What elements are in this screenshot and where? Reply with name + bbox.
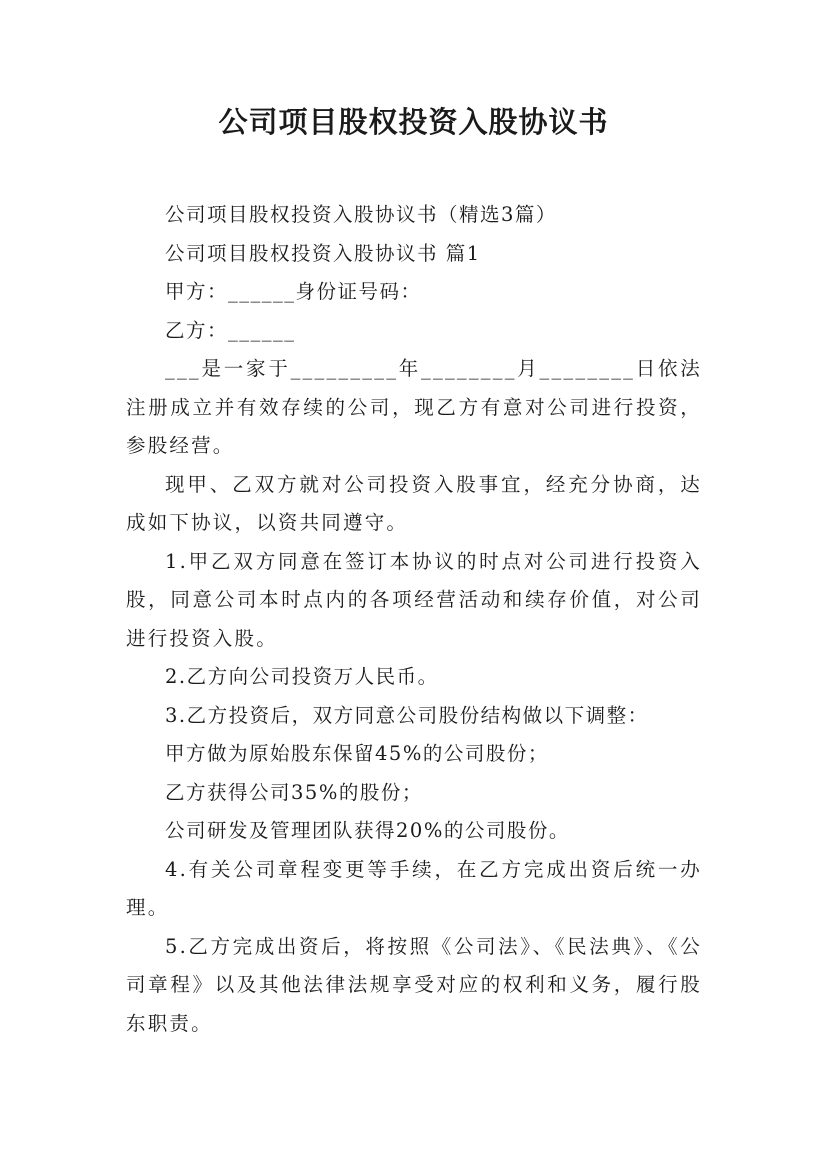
- paragraph-heading: 公司项目股权投资入股协议书（精选3篇）: [165, 203, 557, 226]
- paragraph-section-title: 公司项目股权投资入股协议书 篇1: [165, 241, 481, 265]
- paragraph-share-team: 公司研发及管理团队获得20%的公司股份。: [165, 819, 570, 842]
- paragraph-party-a: 甲方：______身份证号码：: [165, 280, 422, 303]
- paragraph-party-b: 乙方：______: [165, 318, 296, 342]
- paragraph-share-a: 甲方做为原始股东保留45%的公司股份；: [165, 742, 549, 765]
- paragraph-clause-1: 1.甲乙双方同意在签订本协议的时点对公司进行投资入股，同意公司本时点内的各项经营活动和续存价值，对公司进行投资入股。: [126, 549, 702, 650]
- document-body: [126, 196, 702, 1043]
- paragraph-clause-5: 5.乙方完成出资后，将按照《公司法》、《民法典》、《公司章程》以及其他法律法规享受对应的权利和义务，履行股东职责。: [126, 934, 702, 1035]
- paragraph-agreement-intro: 现甲、乙双方就对公司投资入股事宜，经充分协商，达成如下协议，以资共同遵守。: [126, 472, 702, 534]
- paragraph-clause-4: 4.有关公司章程变更等手续，在乙方完成出资后统一办理。: [126, 857, 702, 919]
- paragraph-company-intro: ___是一家于_________年________月________日依法注册成立并有效存续的公司，现乙方有意对公司进行投资，参股经营。: [126, 357, 702, 457]
- paragraph-clause-3: 3.乙方投资后，双方同意公司股份结构做以下调整：: [165, 703, 649, 727]
- paragraph-clause-2: 2.乙方向公司投资万人民币。: [165, 665, 439, 688]
- paragraph-share-b: 乙方获得公司35%的股份；: [165, 780, 423, 804]
- document-title: 公司项目股权投资入股协议书: [218, 105, 609, 139]
